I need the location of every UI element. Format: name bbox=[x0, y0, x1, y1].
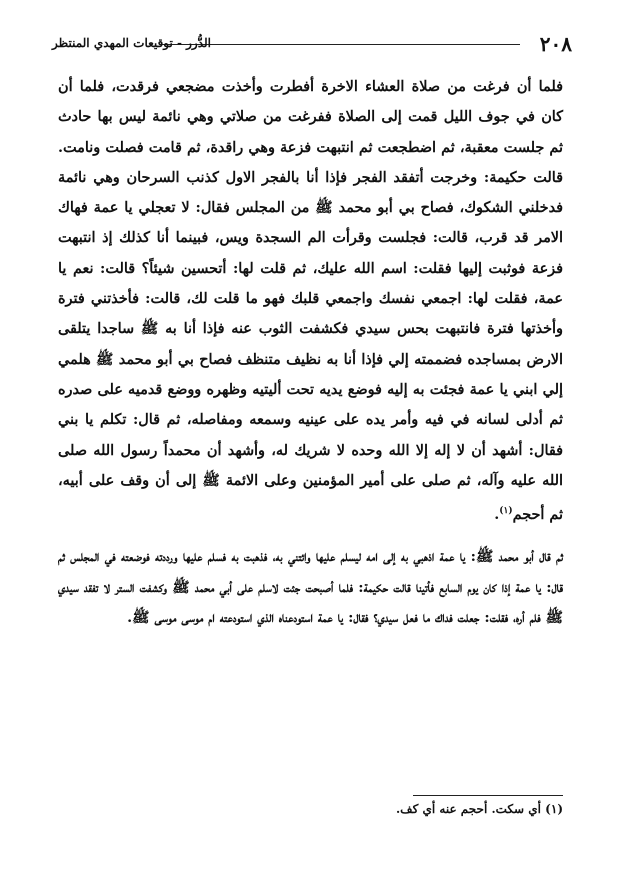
main-text bbox=[58, 72, 563, 633]
footnote: (١) أي سكت. أحجم عنه أي كف. bbox=[396, 802, 563, 816]
header-rule bbox=[162, 44, 520, 45]
paragraph-2 bbox=[58, 542, 563, 633]
page-header bbox=[52, 30, 572, 56]
page-number: ٢٠٨ bbox=[539, 32, 572, 56]
footnote-rule bbox=[413, 795, 563, 796]
footnote-marker: (١) bbox=[499, 506, 513, 517]
running-title: الدُّرر - توقيعات المهدي المنتظر bbox=[52, 36, 211, 50]
paragraph-2-text: ثم قال أبو محمد ﷺ: يا عمة اذهبي به إلى امه ليسلم عليها وائتني به، فذهبت به فسلم عليها ورددته فوضعته في المجلس ثم قال: يا عمة إذا كان يوم السابع فأتينا قالت حكيمة: فلما أصبحت جئت لاسلم على أبي محمد ﷺ وكشفت الستر لا تفقد سيدي ﷺ فلم أره، فقلت: جعلت فداك ما فعل سيدي؟ فقال: يا عمة استودعناه الذي استودعته ام موسى موسى ﷺ. bbox=[58, 548, 563, 626]
paragraph-1-end: . bbox=[494, 505, 500, 523]
paragraph-1-text: فلما أن فرغت من صلاة العشاء الاخرة أفطرت وأخذت مضجعي فرقدت، فلما أن كان في جوف الليل قمت إلى الصلاة ففرغت من صلاتي وهي نائمة ليس بها حادث ثم جلست معقبة، ثم اضطجعت ثم انتبهت فزعة وهي راقدة، ثم قامت فصلت ونامت. قالت حكيمة: وخرجت أتفقد الفجر فإذا أنا بالفجر الاول كذنب السرحان وهي نائمة فدخلني الشكوك، فصاح بي أبو محمد ﷺ من المجلس فقال: لا تعجلي يا عمة فهاك الامر قد قرب، قالت: فجلست وقرأت الم السجدة ويس، فبينما أنا كذلك إذ انتبهت فزعة فوثبت إليها فقلت: اسم الله عليك، ثم قلت لها: أتحسين شيئاً؟ قالت: نعم يا عمة، فقلت لها: اجمعي نفسك واجمعي قلبك فهو ما قلت لك، قالت: فأخذتني فترة وأخذتها فترة فانتبهت بحس سيدي فكشفت الثوب عنه فإذا أنا به ﷺ ساجدا يتلقى الارض بمساجده فضممته إلي فإذا أنا به نظيف متنظف فصاح بي أبو محمد ﷺ هلمي إلي ابني يا عمة فجئت به إليه فوضع يديه تحت أليتيه وظهره ووضع قدميه على صدره ثم أدلى لسانه في فيه وأمر يده على عينيه وسمعه ومفاصله، ثم قال: تكلم يا بني فقال: أشهد أن لا إله إلا الله وحده لا شريك له، وأشهد أن محمداً رسول الله صلى الله عليه وآله، ثم صلى على أمير المؤمنين وعلى الائمة ﷺ إلى أن وقف على أبيه، ثم أحجم bbox=[58, 78, 563, 523]
paragraph-1 bbox=[58, 72, 563, 530]
